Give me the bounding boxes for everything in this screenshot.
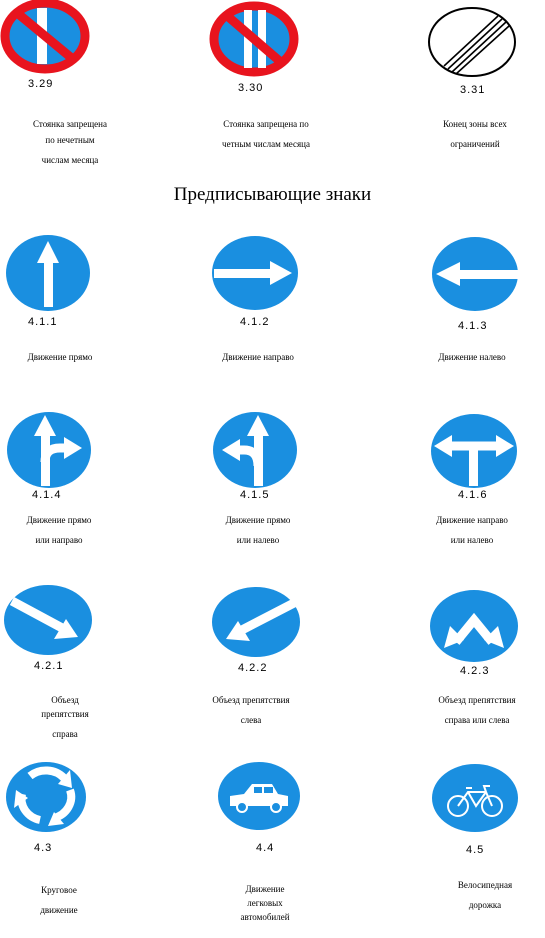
sign-caption: Стоянка запрещена по нечетным числам месяца — [33, 119, 107, 165]
sign-code: 4.1.4 — [32, 489, 62, 501]
sign-4-2-2-pass-left — [210, 585, 302, 659]
sign-caption: Движение легковых автомобилей — [240, 884, 290, 922]
section-title: Предписывающие знаки — [173, 184, 372, 205]
sign-caption: Круговое движение — [40, 885, 78, 915]
sign-caption: Объезд препятствия справа — [41, 695, 89, 739]
sign-caption: Движение направо — [222, 352, 294, 362]
sign-4-1-4-straight-or-right — [4, 410, 94, 490]
sign-4-3-roundabout — [4, 760, 88, 834]
sign-code: 4.2.2 — [238, 662, 268, 674]
sign-code: 4.1.2 — [240, 316, 270, 328]
sign-code: 4.1.5 — [240, 489, 270, 501]
sign-4-5-bicycle-path — [430, 762, 520, 834]
sign-caption: Стоянка запрещена по четным числам месяца — [222, 119, 310, 149]
sign-caption: Движение направо или налево — [436, 515, 508, 545]
sign-caption: Движение прямо или налево — [225, 515, 291, 545]
sign-4-2-1-pass-right — [2, 583, 94, 657]
sign-code: 3.29 — [28, 78, 54, 90]
sign-code: 4.1.6 — [458, 489, 488, 501]
sign-code: 4.1.3 — [458, 320, 488, 332]
sign-caption: Движение прямо или направо — [26, 515, 92, 545]
sign-4-2-3-pass-right-or-left — [428, 588, 520, 664]
sign-code: 3.30 — [238, 82, 264, 94]
sign-code: 4.3 — [34, 842, 53, 854]
sign-4-4-cars — [216, 760, 302, 832]
sign-caption: Конец зоны всех ограничений — [443, 119, 507, 149]
sign-code: 4.1.1 — [28, 316, 58, 328]
sign-code: 3.31 — [460, 84, 486, 96]
sign-caption: Движение прямо — [27, 352, 93, 362]
sign-caption: Движение налево — [438, 352, 506, 362]
sign-4-1-3-left — [430, 234, 520, 314]
sign-code: 4.4 — [256, 842, 275, 854]
sign-4-1-6-right-or-left — [428, 412, 520, 490]
sign-code: 4.2.1 — [34, 660, 64, 672]
sign-3-31-end-of-restrictions — [424, 4, 520, 84]
sign-caption: Велосипедная дорожка — [457, 880, 513, 910]
sign-3-29-parking-prohibited-odd-days — [0, 0, 92, 75]
sign-code: 4.2.3 — [460, 665, 490, 677]
sign-caption: Объезд препятствия слева — [212, 695, 290, 725]
sign-4-1-2-right — [210, 233, 300, 313]
sign-4-1-5-straight-or-left — [210, 410, 300, 490]
sign-4-1-1-straight — [4, 233, 92, 313]
sign-caption: Объезд препятствия справа или слева — [438, 695, 516, 725]
sign-code: 4.5 — [466, 844, 485, 856]
sign-3-30-parking-prohibited-even-days — [208, 0, 300, 78]
